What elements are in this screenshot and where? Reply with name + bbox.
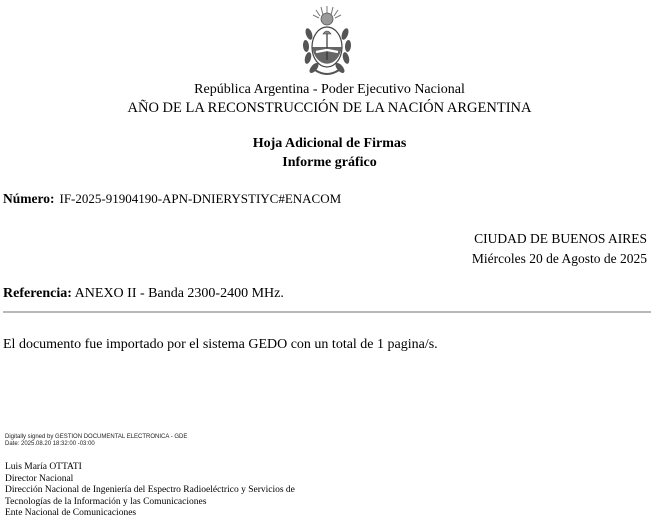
document-number-row <box>3 191 341 207</box>
coat-of-arms-icon <box>297 4 357 80</box>
signer-name: Luis María OTTATI <box>5 462 82 472</box>
signer-office-line-2: Tecnologías de la Información y las Comunicaciones <box>5 496 207 507</box>
document-subtitle: Informe gráfico <box>282 155 377 170</box>
issue-place: CIUDAD DE BUENOS AIRES <box>474 231 647 246</box>
header-country-line: República Argentina - Poder Ejecutivo Nacional <box>194 82 465 97</box>
signer-entity: Ente Nacional de Comunicaciones <box>5 508 137 518</box>
header-year-motto: AÑO DE LA RECONSTRUCCIÓN DE LA NACIÓN ARGENTINA <box>127 100 532 116</box>
document-number-label: Número: <box>3 191 55 206</box>
reference-value: ANEXO II - Banda 2300-2400 MHz. <box>74 286 284 301</box>
signer-block <box>5 462 295 520</box>
import-notice: El documento fue importado por el sistema GEDO con un total de 1 pagina/s. <box>3 337 438 352</box>
document-title: Hoja Adicional de Firmas <box>252 136 407 151</box>
section-divider <box>3 311 651 313</box>
document-number-value: IF-2025-91904190-APN-DNIERYSTIYC#ENACOM <box>59 191 342 206</box>
signer-position: Director Nacional <box>5 473 74 484</box>
digital-signature-signer: Digitally signed by GESTION DOCUMENTAL ELECTRONICA - GDE <box>5 434 188 440</box>
signer-office-line-1: Dirección Nacional de Ingeniería del Espectro Radioeléctrico y Servicios de <box>5 485 295 495</box>
digital-signature-date: Date: 2025.08.20 18:32:00 -03:00 <box>5 441 95 447</box>
issue-date: Miércoles 20 de Agosto de 2025 <box>471 251 647 266</box>
reference-label: Referencia: <box>3 286 72 301</box>
reference-row <box>3 286 284 302</box>
digital-signature-stamp <box>5 434 187 448</box>
